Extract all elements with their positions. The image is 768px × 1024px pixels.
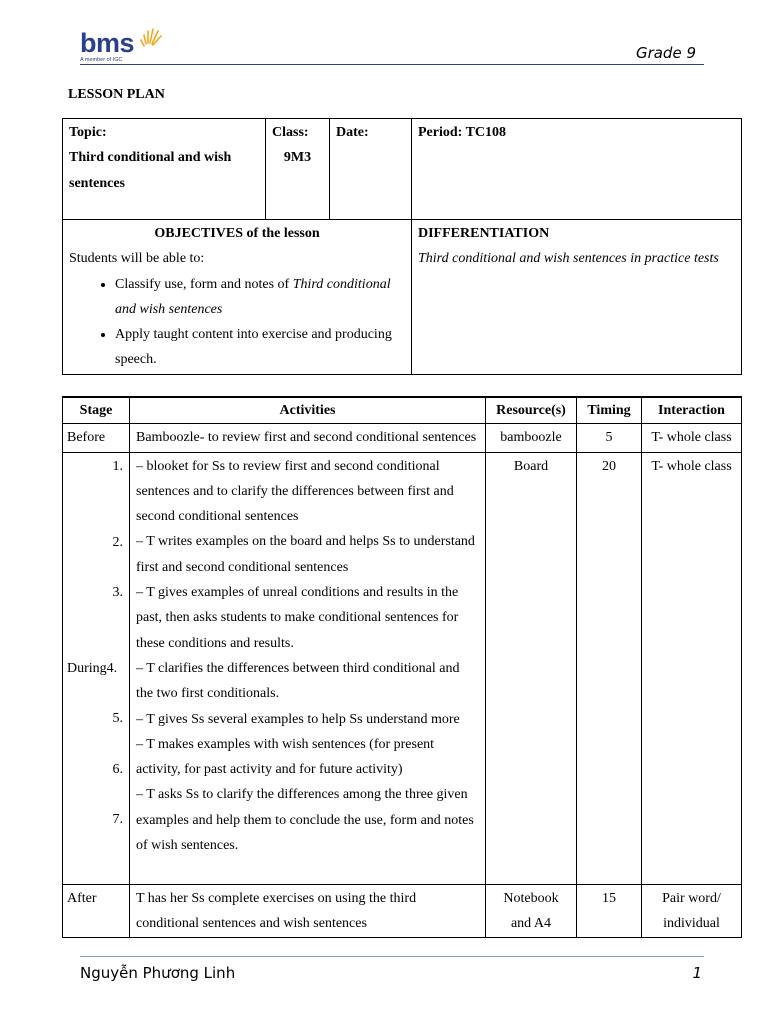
activities-table bbox=[62, 396, 742, 938]
activity-before: Bamboozle- to review first and second conditional sentences bbox=[130, 424, 486, 452]
logo-wordmark: bms bbox=[80, 28, 135, 58]
lesson-info-table bbox=[62, 118, 742, 375]
timing-before: 5 bbox=[577, 424, 642, 452]
header-stage: Stage bbox=[63, 397, 130, 424]
footer-divider bbox=[80, 956, 704, 957]
class-value: 9M3 bbox=[283, 150, 312, 166]
period-cell bbox=[412, 119, 742, 220]
grade-label: Grade 9 bbox=[635, 44, 696, 62]
page-number: 1 bbox=[692, 964, 702, 982]
resource-before: bamboozle bbox=[486, 424, 577, 452]
info-row bbox=[63, 119, 742, 220]
timing-after: 15 bbox=[577, 884, 642, 938]
differentiation-cell bbox=[412, 220, 742, 375]
activity-step: – T gives Ss several examples to help Ss understand more bbox=[136, 711, 460, 727]
objective-item bbox=[115, 322, 405, 373]
stage-before: Before bbox=[63, 424, 130, 452]
activity-step: – blooket for Ss to review first and second conditional sentences and to clarify the differences between first and second conditional sentences bbox=[136, 458, 454, 525]
header-activities: Activities bbox=[130, 397, 486, 424]
stage-during: During bbox=[67, 660, 107, 676]
step-number: 4. bbox=[106, 660, 118, 676]
topic-value: Third conditional and wish sentences bbox=[69, 150, 232, 191]
date-cell bbox=[330, 119, 412, 220]
differentiation-text: Third conditional and wish sentences in practice tests bbox=[418, 251, 719, 267]
objectives-cell bbox=[63, 220, 412, 375]
resource-after: Notebook and A4 bbox=[486, 884, 577, 938]
class-cell bbox=[266, 119, 330, 220]
activity-step: – T writes examples on the board and helps Ss to understand first and second conditional sentences bbox=[136, 534, 475, 575]
resource-during: Board bbox=[486, 452, 577, 884]
logo-subtitle: A member of IGC bbox=[80, 57, 123, 63]
objectives-heading: OBJECTIVES of the lesson bbox=[154, 226, 320, 241]
table-row bbox=[63, 452, 742, 884]
header-resources: Resource(s) bbox=[486, 397, 577, 424]
header-timing: Timing bbox=[577, 397, 642, 424]
objectives-row bbox=[63, 220, 742, 375]
differentiation-heading: DIFFERENTIATION bbox=[418, 226, 550, 241]
interaction-after: Pair word/ individual bbox=[642, 884, 742, 938]
document-title: LESSON PLAN bbox=[68, 87, 165, 102]
topic-label: Topic: bbox=[69, 125, 107, 140]
table-row bbox=[63, 884, 742, 938]
table-header-row bbox=[63, 397, 742, 424]
objective-item bbox=[115, 272, 405, 323]
activity-step: – T makes examples with wish sentences (for present activity, for past activity and for future activity) bbox=[136, 736, 435, 778]
stage-during-cell bbox=[63, 452, 130, 884]
step-number: 6. bbox=[112, 761, 123, 777]
activity-step: – T clarifies the differences between third conditional and the two first conditionals. bbox=[136, 660, 460, 702]
stage-after: After bbox=[63, 884, 130, 938]
activity-step: – T gives examples of unreal conditions and results in the past, then asks students to make conditional sentences for these conditions and results. bbox=[136, 585, 459, 651]
step-number: 7. bbox=[112, 811, 123, 827]
activity-step: – T asks Ss to clarify the differences among the three given examples and help them to conclude the use, form and notes of wish sentences. bbox=[136, 787, 474, 854]
activity-after: T has her Ss complete exercises on using the third conditional sentences and wish sentences bbox=[130, 884, 486, 938]
step-number: 2. bbox=[112, 534, 123, 550]
step-number: 5. bbox=[112, 710, 123, 726]
objective-1-text: Classify use, form and notes of bbox=[115, 276, 293, 292]
step-number: 1. bbox=[112, 458, 123, 474]
sun-icon bbox=[140, 26, 162, 48]
objective-2-text: Apply taught content into exercise and producing speech. bbox=[115, 327, 392, 368]
objective-1-italic: Third conditional and wish sentences bbox=[115, 276, 391, 317]
table-row bbox=[63, 424, 742, 452]
date-label: Date: bbox=[336, 125, 369, 140]
footer-author: Nguyễn Phương Linh bbox=[80, 964, 236, 982]
interaction-during: T- whole class bbox=[642, 452, 742, 884]
timing-during: 20 bbox=[577, 452, 642, 884]
interaction-before: T- whole class bbox=[642, 424, 742, 452]
step-number: 3. bbox=[112, 584, 123, 600]
header-divider bbox=[80, 64, 704, 65]
class-label: Class: bbox=[272, 125, 309, 140]
step-number-during bbox=[67, 656, 125, 706]
objectives-list bbox=[69, 272, 405, 373]
period-label: Period: TC108 bbox=[418, 125, 507, 140]
activity-during-cell bbox=[130, 452, 486, 884]
header-interaction: Interaction bbox=[642, 397, 742, 424]
objectives-intro: Students will be able to: bbox=[69, 251, 205, 267]
topic-cell bbox=[63, 119, 266, 220]
